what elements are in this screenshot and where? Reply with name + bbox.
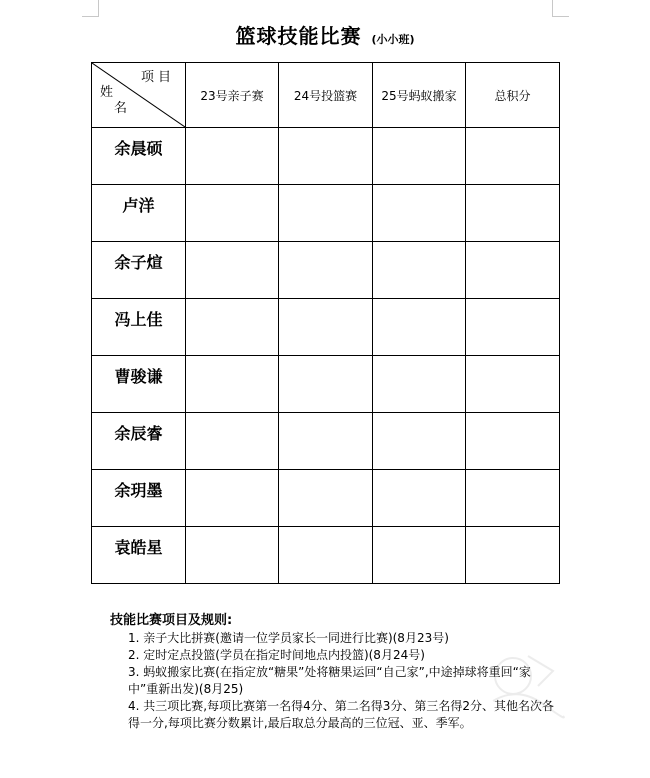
score-cell [186,527,279,584]
rule-item: 1. 亲子大比拼赛(邀请一位学员家长一同进行比赛)(8月23号) [128,631,449,645]
score-cell [466,356,560,413]
student-row [92,299,560,356]
diagonal-header-cell [92,63,186,128]
score-cell [186,356,279,413]
score-cell [279,527,373,584]
column-header-total: 总积分 [466,63,560,128]
score-cell [279,299,373,356]
column-header-shooting: 24号投篮赛 [279,63,373,128]
student-name: 余玥墨 [92,470,186,527]
score-cell [186,470,279,527]
score-cell [186,413,279,470]
rule-item: 4. 共三项比赛,每项比赛第一名得4分、第二名得3分、第三名得2分、其他名次各得一分,每项比赛分数累计,最后取总分最高的三位冠、亚、季军。 [128,699,554,730]
student-name: 卢洋 [92,185,186,242]
diagonal-label-name-2: 名 [114,101,128,116]
score-cell [279,470,373,527]
score-cell [466,470,560,527]
rules-title: 技能比赛项目及规则: [110,613,233,628]
student-row [92,185,560,242]
score-cell [373,470,466,527]
score-cell [466,413,560,470]
score-cell [373,185,466,242]
diagonal-label-project: 项目 [140,70,175,85]
score-cell [186,185,279,242]
score-cell [373,527,466,584]
rule-item: 3. 蚂蚁搬家比赛(在指定放“糖果”处将糖果运回“自己家”,中途掉球将重回“家中”重新出发)(8月25) [128,665,531,696]
score-cell [466,185,560,242]
score-cell [279,413,373,470]
score-cell [373,413,466,470]
score-cell [186,128,279,185]
score-cell [466,299,560,356]
student-name: 余子煊 [92,242,186,299]
student-name: 余辰睿 [92,413,186,470]
score-cell [186,242,279,299]
page-corner-mark-left [82,0,99,17]
score-cell [373,299,466,356]
column-header-parent-child: 23号亲子赛 [186,63,279,128]
page-title: 篮球技能比赛 [235,24,362,48]
score-cell [466,242,560,299]
student-row [92,527,560,584]
score-cell [373,128,466,185]
score-cell [373,356,466,413]
header-row [92,63,560,128]
score-table [91,62,560,584]
student-name: 曹骏谦 [92,356,186,413]
student-name: 冯上佳 [92,299,186,356]
score-cell [279,185,373,242]
score-cell [279,128,373,185]
student-row [92,242,560,299]
rule-item: 2. 定时定点投篮(学员在指定时间地点内投篮)(8月24号) [128,648,425,662]
score-cell [279,356,373,413]
student-row [92,356,560,413]
score-cell [466,527,560,584]
title-block [0,20,650,49]
student-row [92,128,560,185]
score-cell [466,128,560,185]
page-corner-mark-right [552,0,569,17]
student-row [92,413,560,470]
student-name: 袁皓星 [92,527,186,584]
student-name: 余晨硕 [92,128,186,185]
page-subtitle: (小小班) [371,33,415,46]
column-header-ant-moving: 25号蚂蚁搬家 [373,63,466,128]
student-row [92,470,560,527]
watermark-stamp-icon [473,646,568,726]
diagonal-label-name-1: 姓 [100,85,114,100]
score-cell [186,299,279,356]
score-cell [373,242,466,299]
score-cell [279,242,373,299]
